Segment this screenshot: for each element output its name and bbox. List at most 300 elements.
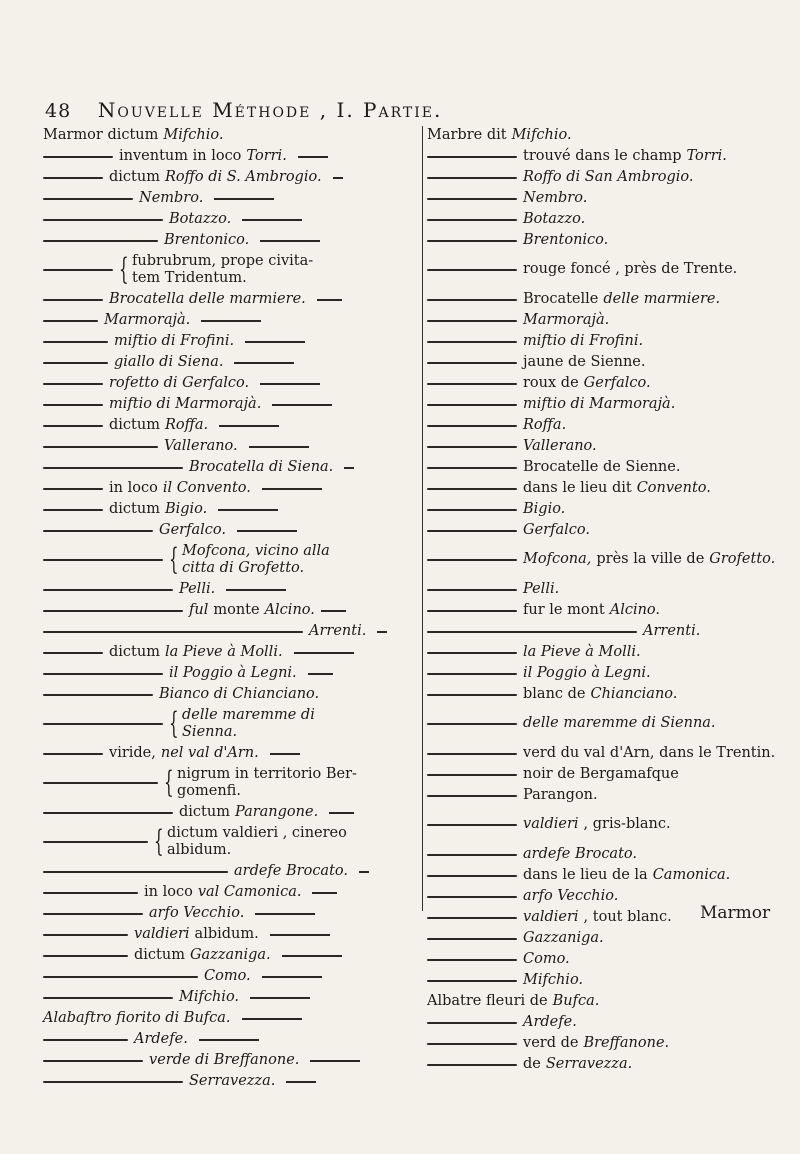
leader-rule <box>427 753 517 755</box>
entry-name: val Camonica. <box>197 883 302 900</box>
entry-name: Roffo di San Ambrogio. <box>523 168 694 185</box>
trailing-rule <box>270 934 330 936</box>
trailing-rule <box>310 1060 360 1062</box>
french-entry <box>427 991 787 1012</box>
leader-rule <box>427 425 517 427</box>
entry-name: Gazzaniga. <box>189 946 271 963</box>
entry-name: la Pieve à Molli. <box>164 643 283 660</box>
latin-entry <box>43 684 413 705</box>
trailing-rule <box>219 425 279 427</box>
leader-rule <box>427 219 517 221</box>
trailing-rule <box>249 446 309 448</box>
entry-name: Bigio. <box>164 500 208 517</box>
entry-name: Camonica. <box>652 866 731 883</box>
french-entry <box>427 865 787 886</box>
entry-text-line: Sienna. <box>182 724 238 740</box>
entry-name: Pelli. <box>179 580 216 597</box>
french-entry <box>427 394 787 415</box>
entry-text: Marbre dit <box>427 126 507 143</box>
trailing-rule <box>260 240 320 242</box>
leader-rule <box>427 341 517 343</box>
entry-name: Gerfalco. <box>583 374 651 391</box>
trailing-rule <box>312 892 337 894</box>
french-entry <box>427 146 787 167</box>
leader-rule <box>43 871 228 873</box>
page-title: Nouvelle Méthode , I. Partie. <box>97 98 443 122</box>
french-entry <box>427 743 787 764</box>
latin-entry <box>43 520 413 541</box>
entry-text: , tout blanc. <box>583 908 672 925</box>
leader-rule <box>427 156 517 158</box>
latin-entry <box>43 1071 413 1092</box>
entry-text: Brocatelle de Sienne. <box>523 458 681 475</box>
french-entry <box>427 310 787 331</box>
leader-rule <box>43 219 163 221</box>
entry-name: Nembro. <box>139 189 204 206</box>
trailing-rule <box>272 404 332 406</box>
french-column <box>427 125 787 1075</box>
leader-rule <box>43 362 108 364</box>
entry-name: Mifchio. <box>511 126 572 143</box>
leader-rule <box>427 652 517 654</box>
entry-name: valdieri <box>523 816 579 833</box>
trailing-rule <box>344 467 354 469</box>
entry-name: delle maremme di Sienna. <box>523 715 716 732</box>
leader-rule <box>43 559 163 561</box>
french-entry <box>427 928 787 949</box>
french-entry <box>427 415 787 436</box>
entry-text: albidum. <box>194 925 259 942</box>
leader-rule <box>427 269 517 271</box>
french-entry <box>427 806 787 844</box>
latin-entry <box>43 764 413 802</box>
trailing-rule <box>298 156 328 158</box>
entry-name: arfo Vecchio. <box>523 887 619 904</box>
french-entry <box>427 457 787 478</box>
leader-rule <box>43 841 148 843</box>
entry-name: Alcino. <box>264 601 315 618</box>
trailing-rule <box>250 997 310 999</box>
page-number: 48 <box>45 100 72 122</box>
french-entry <box>427 541 787 579</box>
french-entry <box>427 331 787 352</box>
entry-text-block <box>132 253 313 287</box>
leader-rule <box>427 854 517 856</box>
entry-text: Parangon. <box>523 786 598 803</box>
latin-entry <box>43 823 413 861</box>
french-entry <box>427 844 787 865</box>
entry-name: delle marmiere. <box>603 290 721 307</box>
entry-name: Bigio. <box>523 500 566 517</box>
catchword: Marmor <box>700 903 771 923</box>
entry-name: Breffanone. <box>583 1034 670 1051</box>
entry-text: verd de <box>523 1034 579 1051</box>
running-header <box>45 98 765 124</box>
entry-name: valdieri <box>134 925 190 942</box>
entry-name: ardefe Brocato. <box>523 845 637 862</box>
entry-name: rofetto di Gerfalco. <box>109 374 250 391</box>
entry-text: Brocatelle <box>523 290 599 307</box>
leader-rule <box>427 673 517 675</box>
latin-entry <box>43 600 413 621</box>
entry-name: Marmorajà. <box>523 311 610 328</box>
french-entry <box>427 352 787 373</box>
french-entry <box>427 209 787 230</box>
leader-rule <box>43 997 173 999</box>
leader-rule <box>43 488 103 490</box>
trailing-rule <box>245 341 305 343</box>
french-entry <box>427 785 787 806</box>
french-entry <box>427 764 787 785</box>
entry-name: Mifchio. <box>523 971 584 988</box>
leader-rule <box>427 198 517 200</box>
entry-text: in loco <box>144 883 193 900</box>
entry-text-line: gomenfi. <box>177 783 241 799</box>
french-entry <box>427 499 787 520</box>
trailing-rule <box>270 753 300 755</box>
leader-rule <box>427 896 517 898</box>
leader-rule <box>43 404 103 406</box>
brace-symbol: { <box>169 706 179 741</box>
latin-entry <box>43 499 413 520</box>
trailing-rule <box>242 219 302 221</box>
leader-rule <box>43 240 158 242</box>
latin-entry <box>43 331 413 352</box>
latin-entry <box>43 167 413 188</box>
trailing-rule <box>199 1039 259 1041</box>
french-entry <box>427 970 787 991</box>
entry-name: Brocatella di Siena. <box>189 458 334 475</box>
french-entry <box>427 230 787 251</box>
trailing-rule <box>242 1018 302 1020</box>
leader-rule <box>427 509 517 511</box>
brace-symbol: { <box>119 252 129 287</box>
entry-name: Nembro. <box>523 189 588 206</box>
french-entry <box>427 167 787 188</box>
leader-rule <box>43 812 173 814</box>
entry-text: dictum <box>109 643 160 660</box>
entry-name: Torri. <box>246 147 287 164</box>
french-entry <box>427 436 787 457</box>
entry-text-block <box>177 766 357 800</box>
entry-text: jaune de Sienne. <box>523 353 646 370</box>
latin-entry <box>43 1050 413 1071</box>
trailing-rule <box>377 631 387 633</box>
trailing-rule <box>282 955 342 957</box>
entry-name: Bufca. <box>552 992 600 1009</box>
french-entry <box>427 1054 787 1075</box>
leader-rule <box>43 610 183 612</box>
leader-rule <box>43 753 103 755</box>
leader-rule <box>43 177 103 179</box>
entry-name: il Poggio à Legni. <box>523 664 651 681</box>
leader-rule <box>427 383 517 385</box>
entry-text-block <box>182 707 315 741</box>
brace-symbol: { <box>164 765 174 800</box>
trailing-rule <box>308 673 333 675</box>
leader-rule <box>43 1060 143 1062</box>
trailing-rule <box>214 198 274 200</box>
leader-rule <box>43 934 128 936</box>
entry-name: Mifchio. <box>179 988 240 1005</box>
leader-rule <box>43 198 133 200</box>
entry-name: miftio di Frofini. <box>114 332 235 349</box>
leader-rule <box>43 955 128 957</box>
latin-entry <box>43 310 413 331</box>
leader-rule <box>427 589 517 591</box>
latin-entry <box>43 663 413 684</box>
leader-rule <box>43 509 103 511</box>
latin-entry <box>43 415 413 436</box>
entry-text: noir de Bergamafque <box>523 765 679 782</box>
leader-rule <box>427 530 517 532</box>
trailing-rule <box>294 652 354 654</box>
entry-name: Brentonico. <box>523 231 609 248</box>
leader-rule <box>43 320 98 322</box>
entry-text: in loco <box>109 479 158 496</box>
entry-name: Marmorajà. <box>104 311 191 328</box>
french-entry <box>427 373 787 394</box>
entry-name: Arrenti. <box>643 622 701 639</box>
entry-name: Gerfalco. <box>523 521 590 538</box>
latin-entry <box>43 188 413 209</box>
leader-rule <box>43 383 103 385</box>
entry-name: Serravezza. <box>545 1055 633 1072</box>
entry-name: Alcino. <box>609 601 661 618</box>
leader-rule <box>427 610 517 612</box>
latin-entry <box>43 541 413 579</box>
french-entry <box>427 949 787 970</box>
entry-text: viride, <box>109 744 156 761</box>
leader-rule <box>427 938 517 940</box>
entry-name: Arrenti. <box>309 622 367 639</box>
entry-name: Alabaftro fiorito di Bufca. <box>43 1009 231 1026</box>
entry-text: rouge foncé , près de Trente. <box>523 261 738 278</box>
leader-rule <box>43 156 113 158</box>
leader-rule <box>427 467 517 469</box>
french-entry <box>427 188 787 209</box>
entry-name: Parangone. <box>234 803 319 820</box>
entry-text-line: Mofcona, vicino alla <box>182 543 330 559</box>
entry-text: inventum in loco <box>119 147 242 164</box>
entry-name: Botazzo. <box>169 210 232 227</box>
entry-text: dictum <box>134 946 185 963</box>
entry-text: dictum <box>109 500 160 517</box>
leader-rule <box>427 240 517 242</box>
leader-rule <box>43 723 163 725</box>
latin-column <box>43 125 413 1092</box>
leader-rule <box>427 631 637 633</box>
entry-text: dans le lieu dit <box>523 479 632 496</box>
entry-name: Botazzo. <box>523 210 586 227</box>
leader-rule <box>43 530 153 532</box>
leader-rule <box>427 723 517 725</box>
latin-entry <box>43 705 413 743</box>
latin-entry <box>43 743 413 764</box>
entry-name: Torri. <box>686 147 727 164</box>
leader-rule <box>43 631 303 633</box>
latin-entry <box>43 478 413 499</box>
latin-entry <box>43 230 413 251</box>
entry-name: Chianciano. <box>590 685 678 702</box>
leader-rule <box>427 824 517 826</box>
trailing-rule <box>201 320 261 322</box>
entry-name: Brocatella delle marmiere. <box>109 290 306 307</box>
leader-rule <box>427 694 517 696</box>
entry-text-line: delle maremme di <box>182 707 315 723</box>
brace-symbol: { <box>154 824 164 859</box>
trailing-rule <box>262 976 322 978</box>
entry-name: Ardefe. <box>134 1030 188 1047</box>
trailing-rule <box>255 913 315 915</box>
entry-text: Marmor dictum <box>43 126 159 143</box>
latin-entry <box>43 861 413 882</box>
french-entry <box>427 1033 787 1054</box>
trailing-rule <box>321 610 346 612</box>
leader-rule <box>43 269 113 271</box>
entry-text: verd du val d'Arn, dans le Trentin. <box>523 744 776 761</box>
trailing-rule <box>317 299 342 301</box>
leader-rule <box>43 782 158 784</box>
leader-rule <box>427 959 517 961</box>
entry-name: verde di Breffanone. <box>149 1051 300 1068</box>
french-entry <box>427 705 787 743</box>
leader-rule <box>427 795 517 797</box>
leader-rule <box>43 976 198 978</box>
trailing-rule <box>286 1081 316 1083</box>
leader-rule <box>43 1039 128 1041</box>
entry-name: Roffa. <box>164 416 209 433</box>
entry-name: Mofcona, <box>523 551 592 568</box>
french-entry <box>427 621 787 642</box>
latin-entry <box>43 125 413 146</box>
leader-rule <box>427 362 517 364</box>
leader-rule <box>427 299 517 301</box>
leader-rule <box>427 1022 517 1024</box>
latin-entry <box>43 903 413 924</box>
entry-name: ful <box>189 601 209 618</box>
entry-text-block <box>182 543 330 577</box>
french-entry <box>427 663 787 684</box>
latin-entry <box>43 882 413 903</box>
entry-name: Vallerano. <box>164 437 238 454</box>
leader-rule <box>43 446 158 448</box>
latin-entry <box>43 209 413 230</box>
entry-text: dictum <box>109 168 160 185</box>
entry-text: dictum <box>109 416 160 433</box>
entry-text-line: dictum valdieri , cinereo <box>167 825 347 841</box>
entry-name: Convento. <box>636 479 711 496</box>
latin-entry <box>43 146 413 167</box>
leader-rule <box>43 913 143 915</box>
leader-rule <box>427 774 517 776</box>
entry-name: Gazzaniga. <box>523 929 604 946</box>
entry-name: Como. <box>204 967 251 984</box>
entry-name: Mifchio. <box>163 126 224 143</box>
entry-name: Vallerano. <box>523 437 597 454</box>
entry-text: Albatre fleuri de <box>427 992 548 1009</box>
leader-rule <box>43 425 103 427</box>
french-entry <box>427 125 787 146</box>
trailing-rule <box>226 589 286 591</box>
entry-text: trouvé dans le champ <box>523 147 682 164</box>
entry-name: Serravezza. <box>189 1072 276 1089</box>
entry-text-line: citta di Grofetto. <box>182 560 305 576</box>
latin-entry <box>43 457 413 478</box>
trailing-rule <box>218 509 278 511</box>
entry-text-line: tem Tridentum. <box>132 270 247 286</box>
entry-name: miftio di Marmorajà. <box>109 395 262 412</box>
brace-symbol: { <box>169 542 179 577</box>
latin-entry <box>43 352 413 373</box>
entry-text: , gris-blanc. <box>583 816 671 833</box>
trailing-rule <box>237 530 297 532</box>
latin-entry <box>43 373 413 394</box>
latin-entry <box>43 579 413 600</box>
entry-name: Bianco di Chianciano. <box>159 685 320 702</box>
latin-entry <box>43 987 413 1008</box>
entry-name: Grofetto. <box>709 551 776 568</box>
trailing-rule <box>329 812 354 814</box>
trailing-rule <box>359 871 369 873</box>
entry-text-line: nigrum in territorio Ber- <box>177 766 357 782</box>
leader-rule <box>43 1081 183 1083</box>
latin-entry <box>43 436 413 457</box>
latin-entry <box>43 621 413 642</box>
entry-name: arfo Vecchio. <box>149 904 245 921</box>
latin-entry <box>43 642 413 663</box>
leader-rule <box>427 875 517 877</box>
entry-name: Gerfalco. <box>159 521 226 538</box>
latin-entry <box>43 966 413 987</box>
entry-text-block <box>167 825 347 859</box>
entry-name: Brentonico. <box>164 231 250 248</box>
leader-rule <box>43 892 138 894</box>
entry-text: près la ville de <box>596 551 705 568</box>
entry-text: monte <box>213 601 260 618</box>
french-entry <box>427 684 787 705</box>
leader-rule <box>43 694 153 696</box>
french-entry <box>427 289 787 310</box>
french-entry <box>427 478 787 499</box>
french-entry <box>427 642 787 663</box>
leader-rule <box>427 1064 517 1066</box>
entry-name: miftio di Frofini. <box>523 332 644 349</box>
leader-rule <box>427 917 517 919</box>
entry-text: fur le mont <box>523 601 605 618</box>
leader-rule <box>427 446 517 448</box>
entry-name: il Convento. <box>162 479 251 496</box>
entry-text-line: albidum. <box>167 842 232 858</box>
latin-entry <box>43 251 413 289</box>
entry-text: dans le lieu de la <box>523 866 648 883</box>
leader-rule <box>43 341 108 343</box>
latin-entry <box>43 802 413 823</box>
entry-name: giallo di Siena. <box>114 353 224 370</box>
leader-rule <box>43 467 183 469</box>
leader-rule <box>43 652 103 654</box>
latin-entry <box>43 924 413 945</box>
entry-name: Ardefe. <box>523 1013 577 1030</box>
entry-text: blanc de <box>523 685 586 702</box>
entry-name: nel val d'Arn. <box>160 744 259 761</box>
trailing-rule <box>260 383 320 385</box>
french-entry <box>427 251 787 289</box>
entry-name: miftio di Marmorajà. <box>523 395 676 412</box>
leader-rule <box>43 589 173 591</box>
latin-entry <box>43 1029 413 1050</box>
entry-text: roux de <box>523 374 579 391</box>
